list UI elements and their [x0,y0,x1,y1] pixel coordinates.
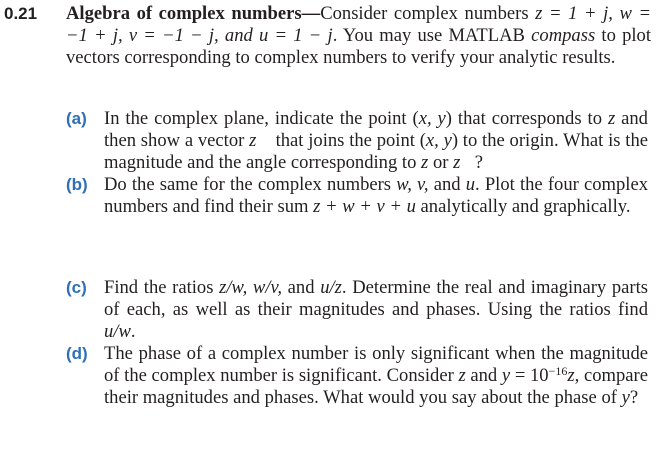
problem-statement [66,3,651,69]
part-text [104,108,648,174]
intro-text-2: . You may use MATLAB [332,25,532,46]
math-symbol: z⃗ [453,152,475,173]
part-label: (b) [66,175,88,194]
intro-text-3: to plot vectors corresponding to complex numbers to verify your analytic results. [66,25,651,68]
math-symbol: z [607,108,616,129]
math-symbol: z [421,152,429,173]
part-label: (a) [66,109,87,128]
text-segment: ? [629,387,639,408]
text-segment: or [428,152,454,173]
intro-compass: compass [531,25,596,46]
math-symbol: u/z [320,277,342,298]
math-symbol: u [465,174,476,195]
part-text [104,277,648,343]
math-symbol: z [567,365,575,386]
text-segment: and then show a vector [104,108,648,151]
part-label: (c) [66,278,87,297]
text-segment: and [465,365,502,386]
math-symbol: y [621,387,630,408]
math-symbol: x, y [418,108,446,129]
text-segment: Find the ratios [104,277,220,298]
intro-text-1: Consider complex numbers [320,3,536,24]
text-segment: In the complex plane, indicate the point ( [104,108,419,129]
text-segment: = 10 [510,365,549,386]
math-symbol: z + w + v + u [313,196,416,217]
text-segment: analytically and graphically. [415,196,631,217]
text-segment: . Determine the real and imaginary parts of each, as well as their magnitudes and phases. Using the ratios find [104,277,649,320]
text-segment: The phase of a complex number is only significant when the magnitude of the complex number is significant. Consider [104,343,648,386]
intro-math: z = 1 + j, w = −1 + j, v = −1 − j, and u = 1 − j [66,3,651,46]
text-segment: that joins the point ( [270,130,426,151]
text-segment: ? [474,152,484,173]
text-segment: , compare their magnitudes and phases. What would you say about the phase of [104,365,648,408]
part-text [104,174,648,218]
text-segment: . Plot the four complex numbers and find their sum [104,174,648,217]
part-label: (d) [66,344,88,363]
text-segment: and [428,174,466,195]
math-symbol: z⃗ [249,130,271,151]
problem-title: Algebra of complex numbers [66,3,302,24]
text-segment: Do the same for the complex numbers [104,174,397,195]
title-dash: — [301,3,321,24]
exponent: −16 [548,364,568,378]
text-segment: ) that corresponds to [445,108,608,129]
math-symbol: u/w [104,321,131,342]
math-symbol: z [458,365,466,386]
text-segment: ) to the origin. What is the magnitude and the angle corresponding to [104,130,648,173]
math-symbol: z/w, w/v, [219,277,282,298]
problem-number: 0.21 [4,4,38,23]
text-segment: and [282,277,321,298]
math-symbol: x, y [425,130,452,151]
math-symbol: w, v, [396,174,429,195]
part-text [104,343,648,409]
text-segment: . [130,321,136,342]
math-symbol: y [501,365,511,386]
